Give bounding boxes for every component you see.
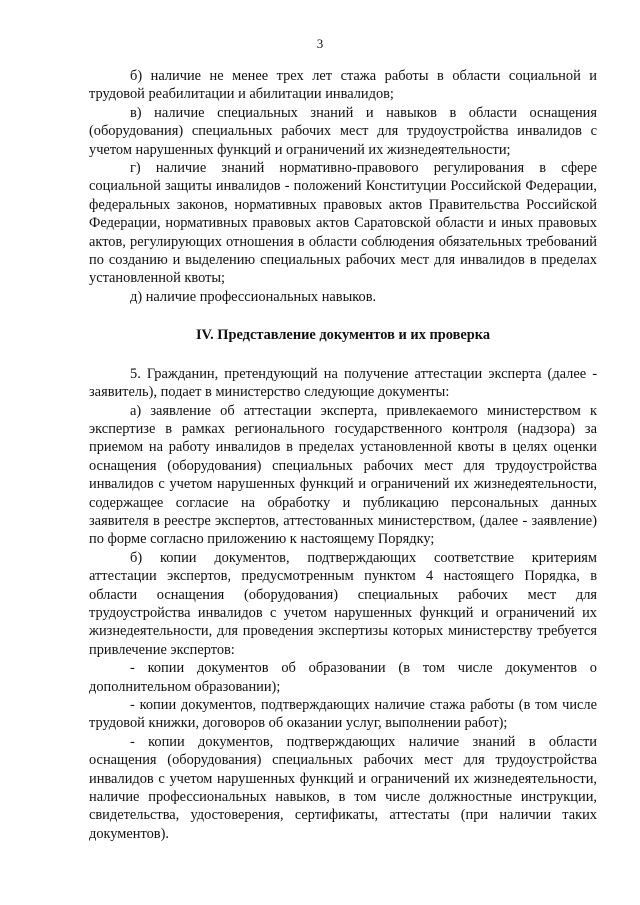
list-item-knowledge: - копии документов, подтверждающих наличие знаний в области оснащения (оборудования) специальных рабочих мест для трудоустройства инвалидов с учетом нарушенных функций и ограничений их жизнедеятельности, наличие профессиональных навыков, в том числе должностные инструкции, свидетельства, удостоверения, сертификаты, аттестаты (при наличии таких документов). — [89, 733, 597, 842]
list-item-education: - копии документов об образовании (в том числе документов о дополнительном образовании); — [89, 660, 597, 695]
document-body — [89, 67, 597, 843]
list-item-work-experience: - копии документов, подтверждающих наличие стажа работы (в том числе трудовой книжки, договоров об оказании услуг, выполнении работ); — [89, 697, 597, 732]
criterion-d-paragraph: д) наличие профессиональных навыков. — [130, 288, 377, 305]
criterion-b-paragraph: б) наличие не менее трех лет стажа работы в области социальной и трудовой реабилитации и абилитации инвалидов; — [89, 68, 597, 103]
criterion-v-paragraph: в) наличие специальных знаний и навыков в области оснащения (оборудования) специальных рабочих мест для трудоустройства инвалидов с учетом нарушенных функций и ограничений их жизнедеятельности; — [89, 104, 597, 158]
section-heading: IV. Представление документов и их проверка — [195, 327, 491, 344]
item-b-paragraph: б) копии документов, подтверждающих соответствие критериям аттестации экспертов, предусмотренным пунктом 4 настоящего Порядка, в области оснащения (оборудования) специальных рабочих мест для трудоустройства инвалидов с учетом нарушенных функций и ограничений их жизнедеятельности, для проведения экспертизы которых министерству требуется привлечение экспертов: — [89, 549, 597, 658]
item-5-paragraph: 5. Гражданин, претендующий на получение аттестации эксперта (далее - заявитель), подает в министерство следующие документы: — [89, 365, 597, 401]
item-a-paragraph: а) заявление об аттестации эксперта, привлекаемого министерством к экспертизе в рамках регионального государственного контроля (надзора) за приемом на работу инвалидов в пределах установленной квоты в целях оценки оснащения (оборудования) специальных рабочих мест для трудоустройства инвалидов с учетом нарушенных функций и ограничений их жизнедеятельности, содержащее согласие на обработку и публикацию персональных данных заявителя в реестре экспертов, аттестованных министерством, (далее - заявление) по форме согласно приложению к настоящему Порядку; — [89, 402, 597, 548]
page-number: 3 — [316, 36, 324, 51]
criterion-g-paragraph: г) наличие знаний нормативно-правового регулирования в сфере социальной защиты инвалидов - положений Конституции Российской Федерации, федеральных законов, нормативных правовых актов Правительства Российской Федерации, нормативных правовых актов Саратовской области и иных правовых актов, регулирующих отношения в области соблюдения обязательных требований по созданию и выделению специальных рабочих мест для инвалидов в пределах установленной квоты; — [89, 160, 597, 287]
